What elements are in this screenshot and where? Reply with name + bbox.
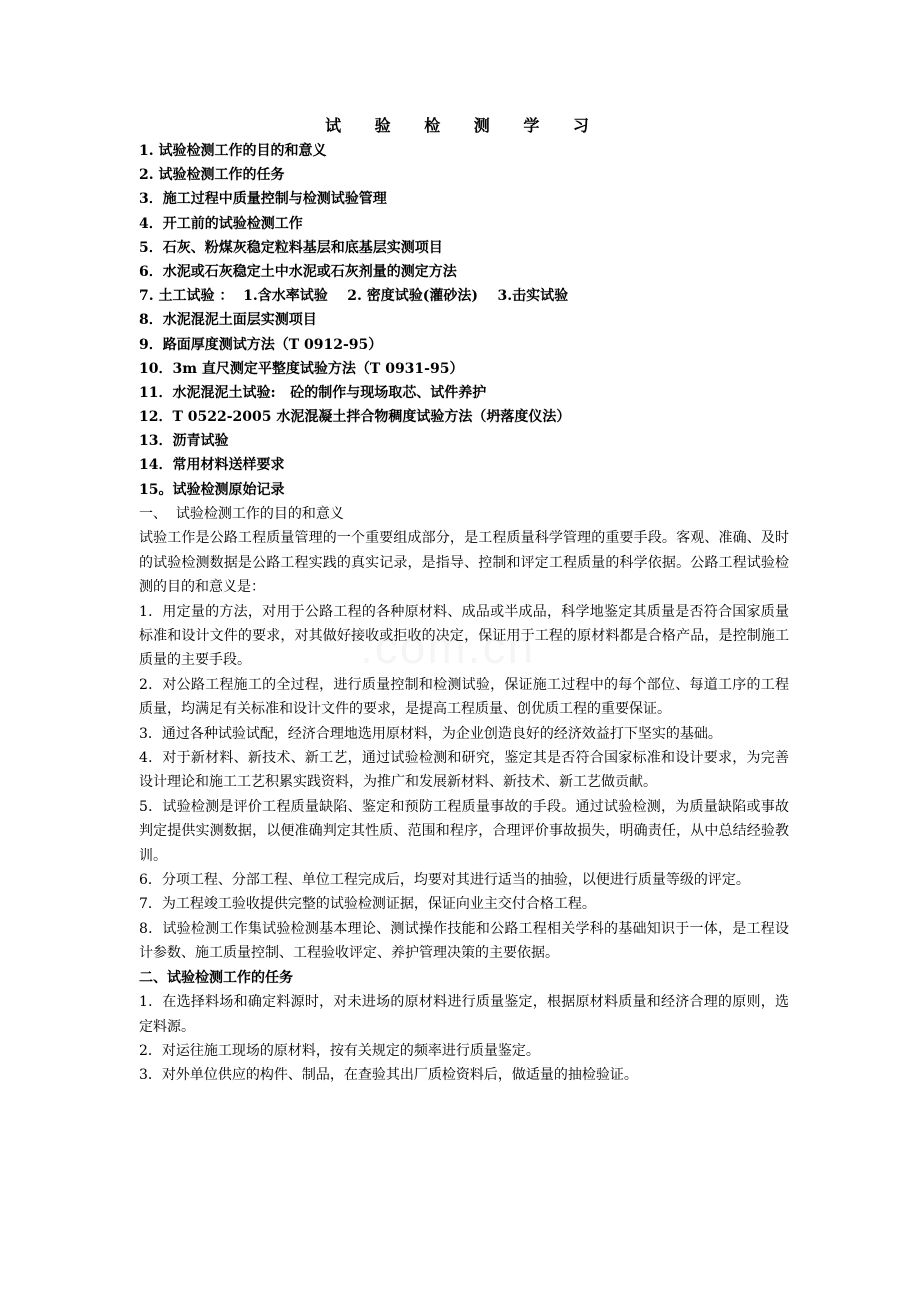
toc-item: 8．水泥混泥土面层实测项目 — [139, 312, 317, 329]
toc-item: 12．T 0522-2005 水泥混凝土拌合物稠度试验方法（坍落度仪法） — [139, 409, 571, 426]
toc-item: 3．施工过程中质量控制与检测试验管理 — [139, 191, 387, 208]
list-item: 2．对公路工程施工的全过程，进行质量控制和检测试验，保证施工过程中的每个部位、每道工序的工程质量，均满足有关标准和设计文件的要求，是提高工程质量、创优质工程的重要保证。 — [139, 676, 789, 718]
section-heading: 一、 试验检测工作的目的和意义 — [139, 505, 344, 522]
toc-item: 2. 试验检测工作的任务 — [139, 167, 285, 184]
toc-item: 9．路面厚度测试方法（T 0912-95） — [139, 336, 383, 353]
toc-item: 1. 试验检测工作的目的和意义 — [139, 143, 327, 159]
list-item: 1．用定量的方法，对用于公路工程的各种原材料、成品或半成品，科学地鉴定其质量是否符合国家质量标准和设计文件的要求，对其做好接收或拒收的决定，保证用于工程的原材料都是合格产品，是控制施工质量的主要手段。 — [139, 603, 789, 669]
toc-item: 11．水泥混泥土试验: 砼的制作与现场取芯、试件养护 — [139, 384, 487, 401]
list-item: 2．对运往施工现场的原材料，按有关规定的频率进行质量鉴定。 — [139, 1042, 540, 1059]
section-tasks — [139, 966, 789, 1088]
section-intro: 试验工作是公路工程质量管理的一个重要组成部分，是工程质量科学管理的重要手段。客观、准确、及时的试验检测数据是公路工程实践的真实记录，是指导、控制和评定工程质量的科学依据。公路工程试验检测的目的和意义是： — [139, 530, 789, 596]
document-page — [139, 113, 789, 1088]
list-item: 3．对外单位供应的构件、制品，在查验其出厂质检资料后，做适量的抽检验证。 — [139, 1067, 638, 1084]
toc-item: 14．常用材料送样要求 — [139, 457, 285, 474]
toc-item: 6．水泥或石灰稳定土中水泥或石灰剂量的测定方法 — [139, 263, 457, 280]
toc-item: 7. 土工试验 ： 1.含水率试验 2. 密度试验(灌砂法) 3.击实试验 — [139, 288, 569, 305]
list-item: 4．对于新材料、新技术、新工艺，通过试验检测和研究，鉴定其是否符合国家标准和设计要求，为完善设计理论和施工工艺积累实践资料，为推广和发展新材料、新技术、新工艺做贡献。 — [139, 749, 789, 791]
list-item: 8．试验检测工作集试验检测基本理论、测试操作技能和公路工程相关学科的基础知识于一体，是工程设计参数、施工质量控制、工程验收评定、养护管理决策的主要依据。 — [139, 920, 789, 962]
list-item: 7．为工程竣工验收提供完整的试验检测证据，保证向业主交付合格工程。 — [139, 896, 596, 913]
list-item: 3．通过各种试验试配，经济合理地选用原材料，为企业创造良好的经济效益打下坚实的基础。 — [139, 725, 722, 742]
list-item: 1．在选择料场和确定料源时，对未进场的原材料进行质量鉴定，根据原材料质量和经济合理的原则，选定料源。 — [139, 994, 789, 1035]
toc-item: 10．3m 直尺测定平整度试验方法（T 0931-95） — [139, 360, 464, 377]
toc-item: 5．石灰、粉煤灰稳定粒料基层和底基层实测项目 — [139, 239, 443, 256]
section-purpose — [139, 502, 789, 966]
list-item: 6．分项工程、分部工程、单位工程完成后，均要对其进行适当的抽验，以便进行质量等级的评定。 — [139, 872, 750, 888]
page-title: 试 验 检 测 学 习 — [325, 116, 603, 135]
toc-item: 13．沥青试验 — [139, 433, 229, 450]
table-of-contents — [139, 139, 789, 502]
toc-item: 4．开工前的试验检测工作 — [139, 215, 303, 232]
toc-item: 15。试验检测原始记录 — [139, 481, 285, 498]
section-heading: 二、试验检测工作的任务 — [139, 969, 293, 986]
list-item: 5．试验检测是评价工程质量缺陷、鉴定和预防工程质量事故的手段。通过试验检测，为质量缺陷或事故判定提供实测数据，以便准确判定其性质、范围和程序，合理评价事故损失，明确责任，从中总结经验教训。 — [139, 798, 789, 864]
